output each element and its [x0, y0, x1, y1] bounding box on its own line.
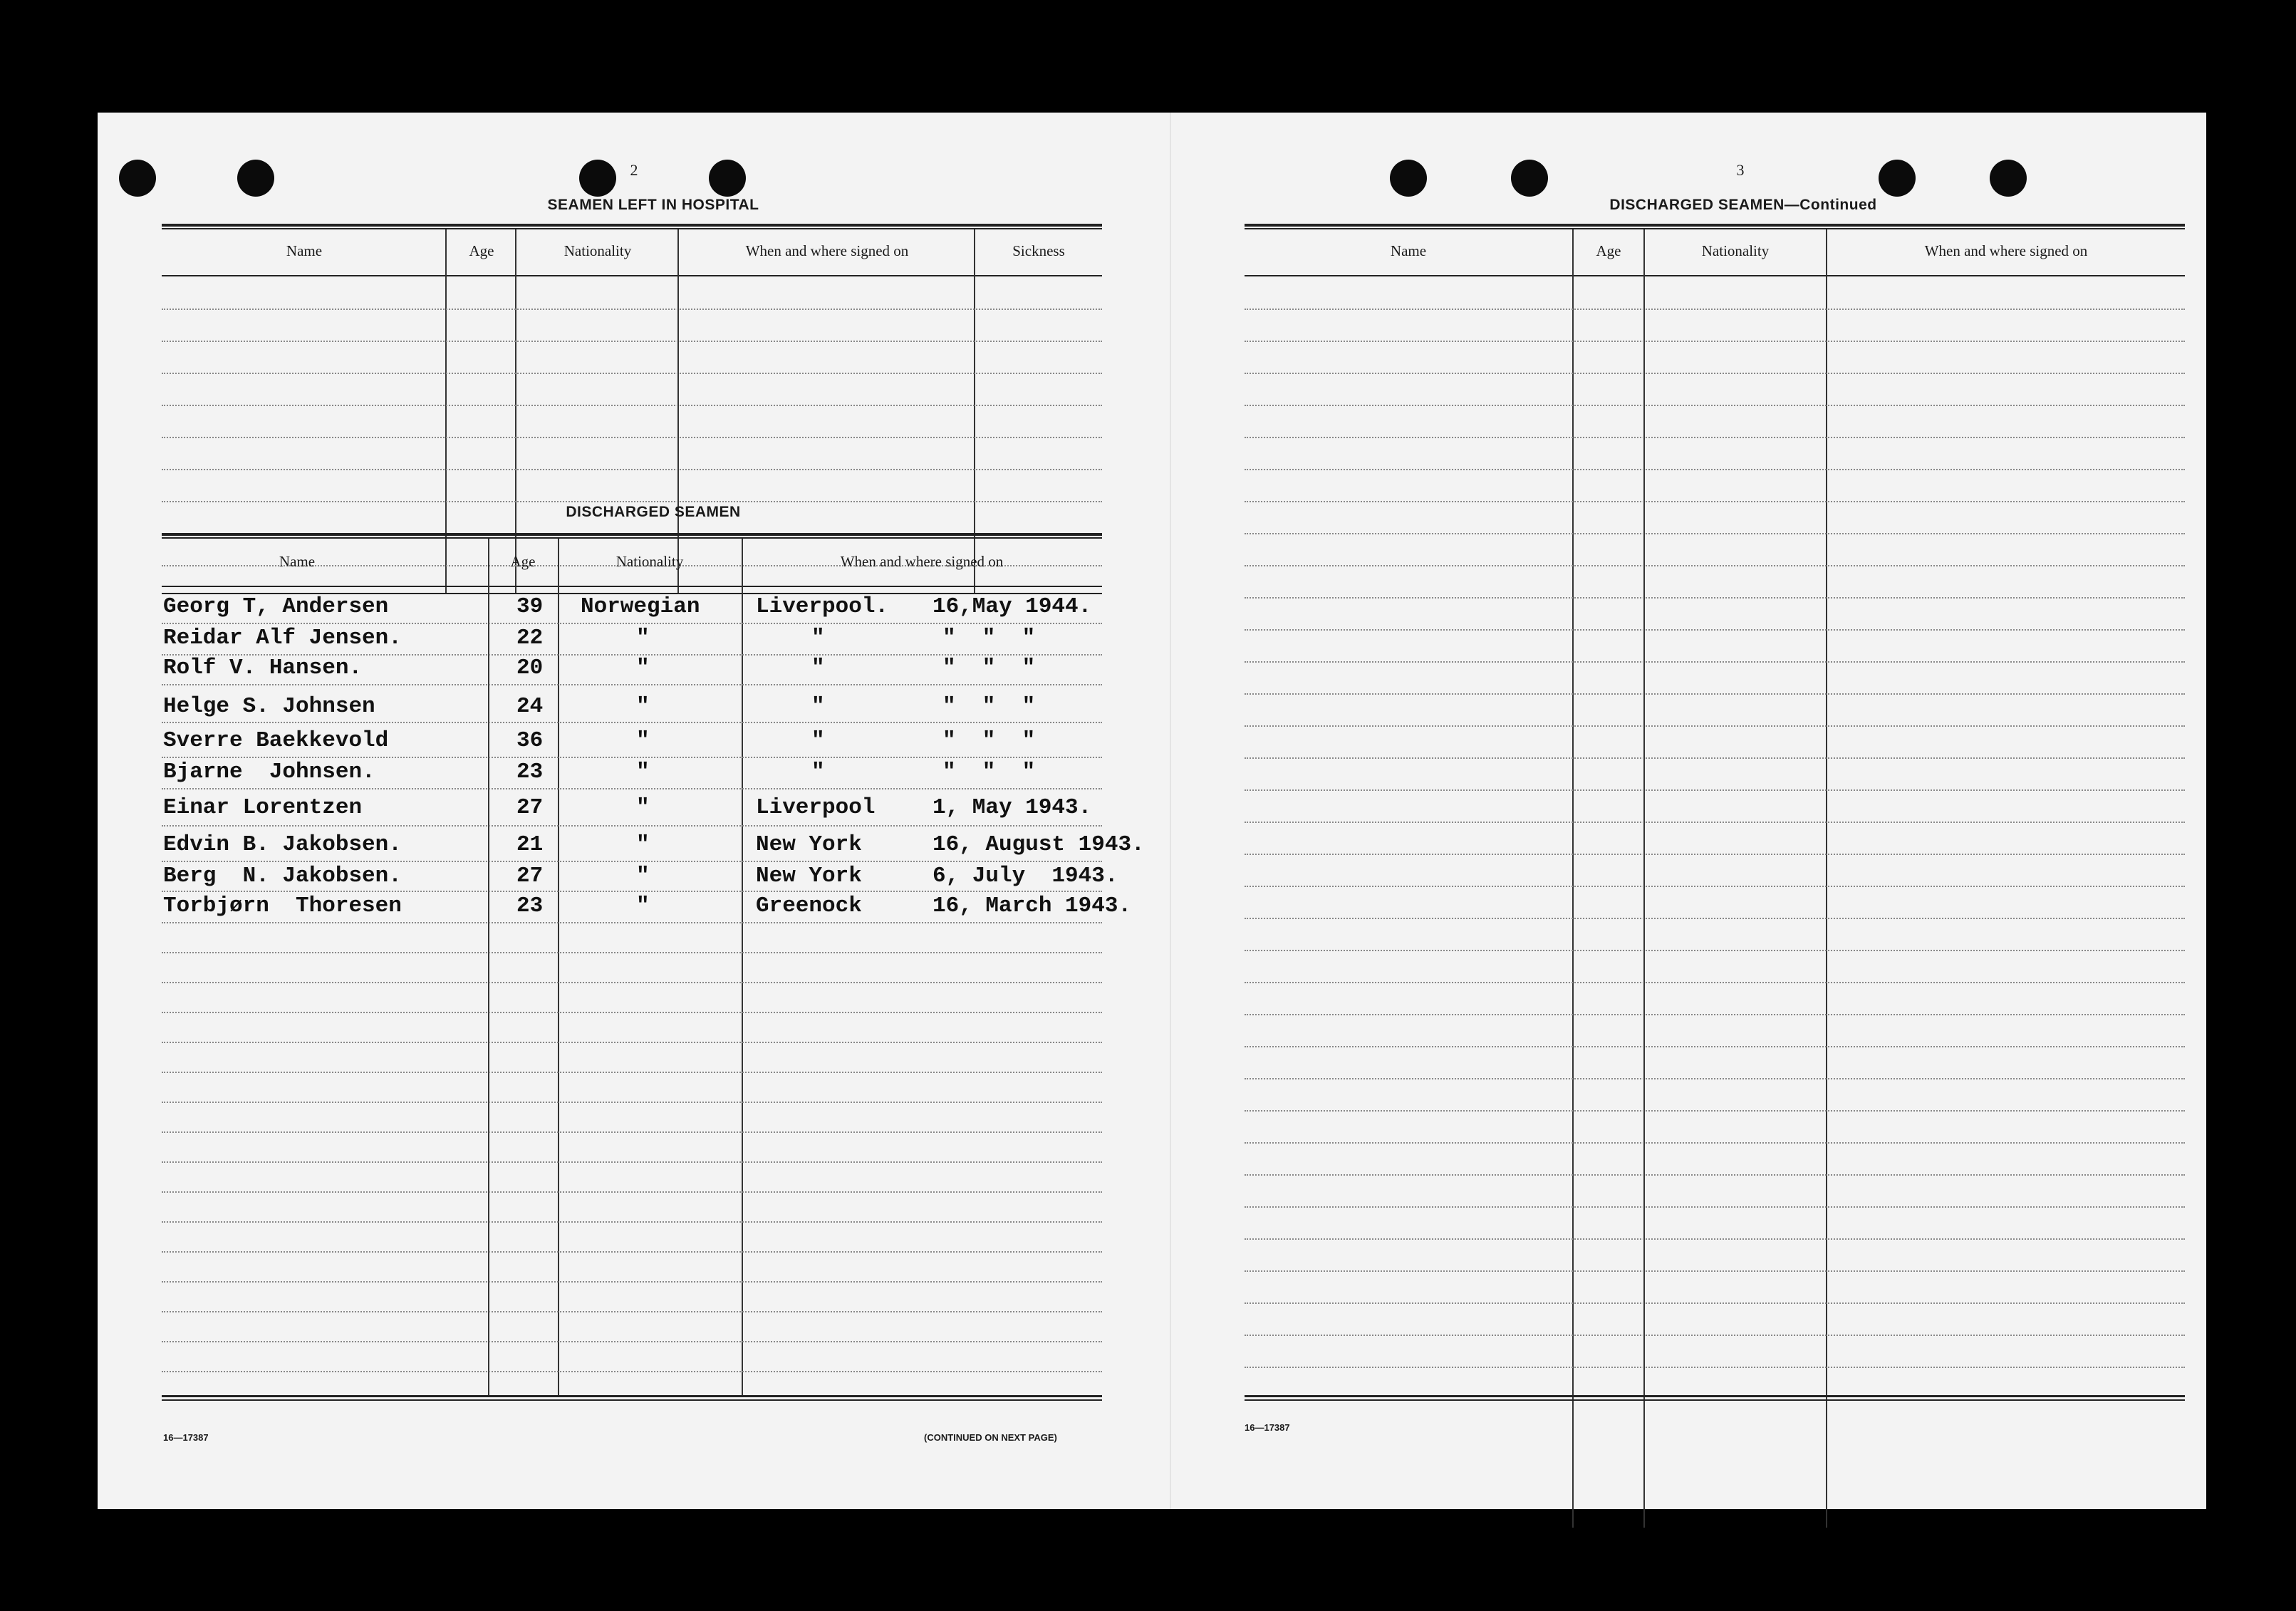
entry-line	[162, 861, 1102, 862]
row-age: 39	[516, 594, 544, 619]
entry-line	[1245, 437, 2185, 438]
hospital-col-signed-on: When and where signed on	[745, 242, 909, 259]
row-place: "	[811, 728, 825, 753]
section-rule	[162, 537, 1102, 539]
row-name: Georg T, Andersen	[163, 594, 389, 619]
entry-line	[1245, 1206, 2185, 1208]
row-date: " " "	[942, 760, 1036, 784]
entry-line	[1245, 757, 2185, 759]
entry-line	[162, 1012, 1102, 1013]
entry-line	[1245, 309, 2185, 310]
col-name: Name	[1390, 242, 1427, 259]
row-name: Sverre Baekkevold	[163, 728, 389, 753]
table-bottom-rule	[162, 1395, 1102, 1397]
row-age: 22	[516, 626, 544, 651]
entry-line	[1245, 1014, 2185, 1015]
hospital-col-name: Name	[286, 242, 323, 259]
entry-line	[1245, 373, 2185, 374]
row-name: Reidar Alf Jensen.	[163, 626, 402, 651]
entry-line	[162, 1371, 1102, 1372]
row-name: Bjarne Johnsen.	[163, 760, 375, 784]
punch-hole	[1879, 160, 1916, 197]
entry-line	[162, 684, 1102, 685]
row-place: Liverpool	[756, 795, 876, 820]
entry-line	[162, 1161, 1102, 1163]
row-place: New York	[756, 832, 862, 857]
column-divider	[558, 539, 559, 1397]
section-rule	[1245, 224, 2185, 227]
entry-line	[162, 1131, 1102, 1133]
row-date: " " "	[942, 694, 1036, 719]
row-age: 21	[516, 832, 544, 857]
header-rule	[1245, 275, 2185, 276]
row-nationality: "	[636, 795, 650, 820]
entry-line	[1245, 629, 2185, 631]
entry-line	[1245, 1335, 2185, 1336]
continued-note: (CONTINUED ON NEXT PAGE)	[924, 1432, 1057, 1443]
table-bottom-rule	[162, 1399, 1102, 1401]
discharged-col-signed-on: When and where signed on	[840, 553, 1004, 570]
entry-line	[162, 952, 1102, 953]
entry-line	[162, 654, 1102, 656]
punch-hole	[1511, 160, 1548, 197]
entry-line	[1245, 886, 2185, 887]
entry-line	[162, 722, 1102, 723]
section-rule	[1245, 228, 2185, 229]
entry-line	[1245, 822, 2185, 823]
row-age: 27	[516, 795, 544, 820]
entry-line	[162, 469, 1102, 470]
form-number: 16—17387	[163, 1432, 209, 1443]
entry-line	[162, 1251, 1102, 1253]
row-date: 16, March 1943.	[933, 893, 1132, 918]
row-date: " " "	[942, 626, 1036, 651]
entry-line	[162, 1102, 1102, 1103]
column-divider	[1826, 229, 1827, 1528]
entry-line	[1245, 1142, 2185, 1144]
row-nationality: "	[636, 656, 650, 680]
section-rule	[162, 224, 1102, 227]
entry-line	[162, 1221, 1102, 1223]
punch-hole	[237, 160, 274, 197]
col-age: Age	[1596, 242, 1621, 259]
row-place: "	[811, 656, 825, 680]
punch-hole	[709, 160, 746, 197]
row-date: 16,May 1944.	[933, 594, 1092, 619]
row-nationality: "	[636, 893, 650, 918]
punch-hole	[119, 160, 156, 197]
punch-hole	[1390, 160, 1427, 197]
hospital-section-title: SEAMEN LEFT IN HOSPITAL	[547, 197, 759, 213]
entry-line	[1245, 950, 2185, 951]
entry-line	[162, 757, 1102, 758]
discharged-col-name: Name	[279, 553, 316, 570]
entry-line	[162, 982, 1102, 983]
entry-line	[162, 788, 1102, 789]
column-divider	[1643, 229, 1645, 1528]
entry-line	[1245, 533, 2185, 534]
header-rule	[162, 275, 1102, 276]
row-date: " " "	[942, 656, 1036, 680]
entry-line	[1245, 725, 2185, 727]
row-place: "	[811, 694, 825, 719]
entry-line	[162, 1341, 1102, 1342]
entry-line	[1245, 1238, 2185, 1240]
entry-line	[162, 405, 1102, 406]
row-age: 20	[516, 656, 544, 680]
row-place: Liverpool.	[756, 594, 889, 619]
row-nationality: "	[636, 864, 650, 889]
discharged-col-nationality: Nationality	[615, 553, 684, 570]
entry-line	[1245, 1302, 2185, 1304]
entry-line	[1245, 1367, 2185, 1368]
row-name: Edvin B. Jakobsen.	[163, 832, 402, 857]
document-sheet	[98, 113, 2206, 1509]
row-place: Greenock	[756, 893, 862, 918]
row-date: 16, August 1943.	[933, 832, 1145, 857]
entry-line	[162, 922, 1102, 923]
entry-line	[1245, 597, 2185, 599]
entry-line	[162, 1191, 1102, 1193]
row-name: Rolf V. Hansen.	[163, 656, 363, 680]
col-signed-on: When and where signed on	[1924, 242, 2088, 259]
entry-line	[1245, 1110, 2185, 1112]
entry-line	[162, 341, 1102, 342]
header-rule	[162, 586, 1102, 587]
right-page	[1173, 113, 2206, 1509]
entry-line	[162, 437, 1102, 438]
row-date: 6, July 1943.	[933, 864, 1118, 889]
entry-line	[1245, 1046, 2185, 1047]
col-nationality: Nationality	[1701, 242, 1770, 259]
entry-line	[1245, 565, 2185, 566]
hospital-col-sickness: Sickness	[1012, 242, 1065, 259]
column-divider	[488, 539, 489, 1397]
discharged-section-title: DISCHARGED SEAMEN	[566, 504, 741, 520]
row-age: 24	[516, 694, 544, 719]
entry-line	[1245, 789, 2185, 791]
entry-line	[1245, 1078, 2185, 1079]
discharged-continued-title: DISCHARGED SEAMEN—Continued	[1609, 197, 1877, 213]
section-rule	[162, 228, 1102, 229]
row-age: 27	[516, 864, 544, 889]
hospital-col-age: Age	[469, 242, 494, 259]
entry-line	[1245, 693, 2185, 695]
entry-line	[1245, 405, 2185, 406]
column-divider	[1572, 229, 1574, 1528]
table-bottom-rule	[1245, 1399, 2185, 1401]
left-page	[98, 113, 1166, 1509]
form-number: 16—17387	[1245, 1422, 1290, 1433]
entry-line	[162, 501, 1102, 502]
entry-line	[1245, 469, 2185, 470]
entry-line	[162, 309, 1102, 310]
entry-line	[162, 891, 1102, 892]
row-place: New York	[756, 864, 862, 889]
row-nationality: "	[636, 760, 650, 784]
section-rule	[162, 533, 1102, 536]
punch-hole	[1990, 160, 2027, 197]
entry-line	[1245, 918, 2185, 919]
entry-line	[1245, 1270, 2185, 1272]
row-date: 1, May 1943.	[933, 795, 1092, 820]
row-name: Berg N. Jakobsen.	[163, 864, 402, 889]
row-place: "	[811, 626, 825, 651]
entry-line	[162, 1311, 1102, 1312]
row-name: Einar Lorentzen	[163, 795, 363, 820]
entry-line	[162, 1042, 1102, 1043]
row-place: "	[811, 760, 825, 784]
row-age: 23	[516, 760, 544, 784]
entry-line	[162, 1281, 1102, 1283]
entry-line	[1245, 854, 2185, 855]
entry-line	[1245, 501, 2185, 502]
row-age: 23	[516, 893, 544, 918]
page-number: 2	[630, 161, 638, 179]
row-nationality: "	[636, 832, 650, 857]
entry-line	[162, 373, 1102, 374]
entry-line	[1245, 661, 2185, 663]
entry-line	[1245, 982, 2185, 983]
entry-line	[1245, 341, 2185, 342]
row-nationality: "	[636, 694, 650, 719]
row-nationality: Norwegian	[581, 594, 700, 619]
hospital-col-nationality: Nationality	[563, 242, 632, 259]
row-age: 36	[516, 728, 544, 753]
row-name: Helge S. Johnsen	[163, 694, 375, 719]
row-nationality: "	[636, 728, 650, 753]
row-date: " " "	[942, 728, 1036, 753]
table-bottom-rule	[1245, 1395, 2185, 1397]
entry-line	[1245, 1174, 2185, 1176]
entry-line	[162, 825, 1102, 827]
page-number: 3	[1736, 161, 1745, 179]
entry-line	[162, 623, 1102, 624]
entry-line	[162, 1072, 1102, 1073]
page-fold	[1170, 113, 1171, 1509]
row-nationality: "	[636, 626, 650, 651]
discharged-col-age: Age	[510, 553, 536, 570]
column-divider	[742, 539, 743, 1397]
punch-hole	[579, 160, 616, 197]
row-name: Torbjørn Thoresen	[163, 893, 402, 918]
